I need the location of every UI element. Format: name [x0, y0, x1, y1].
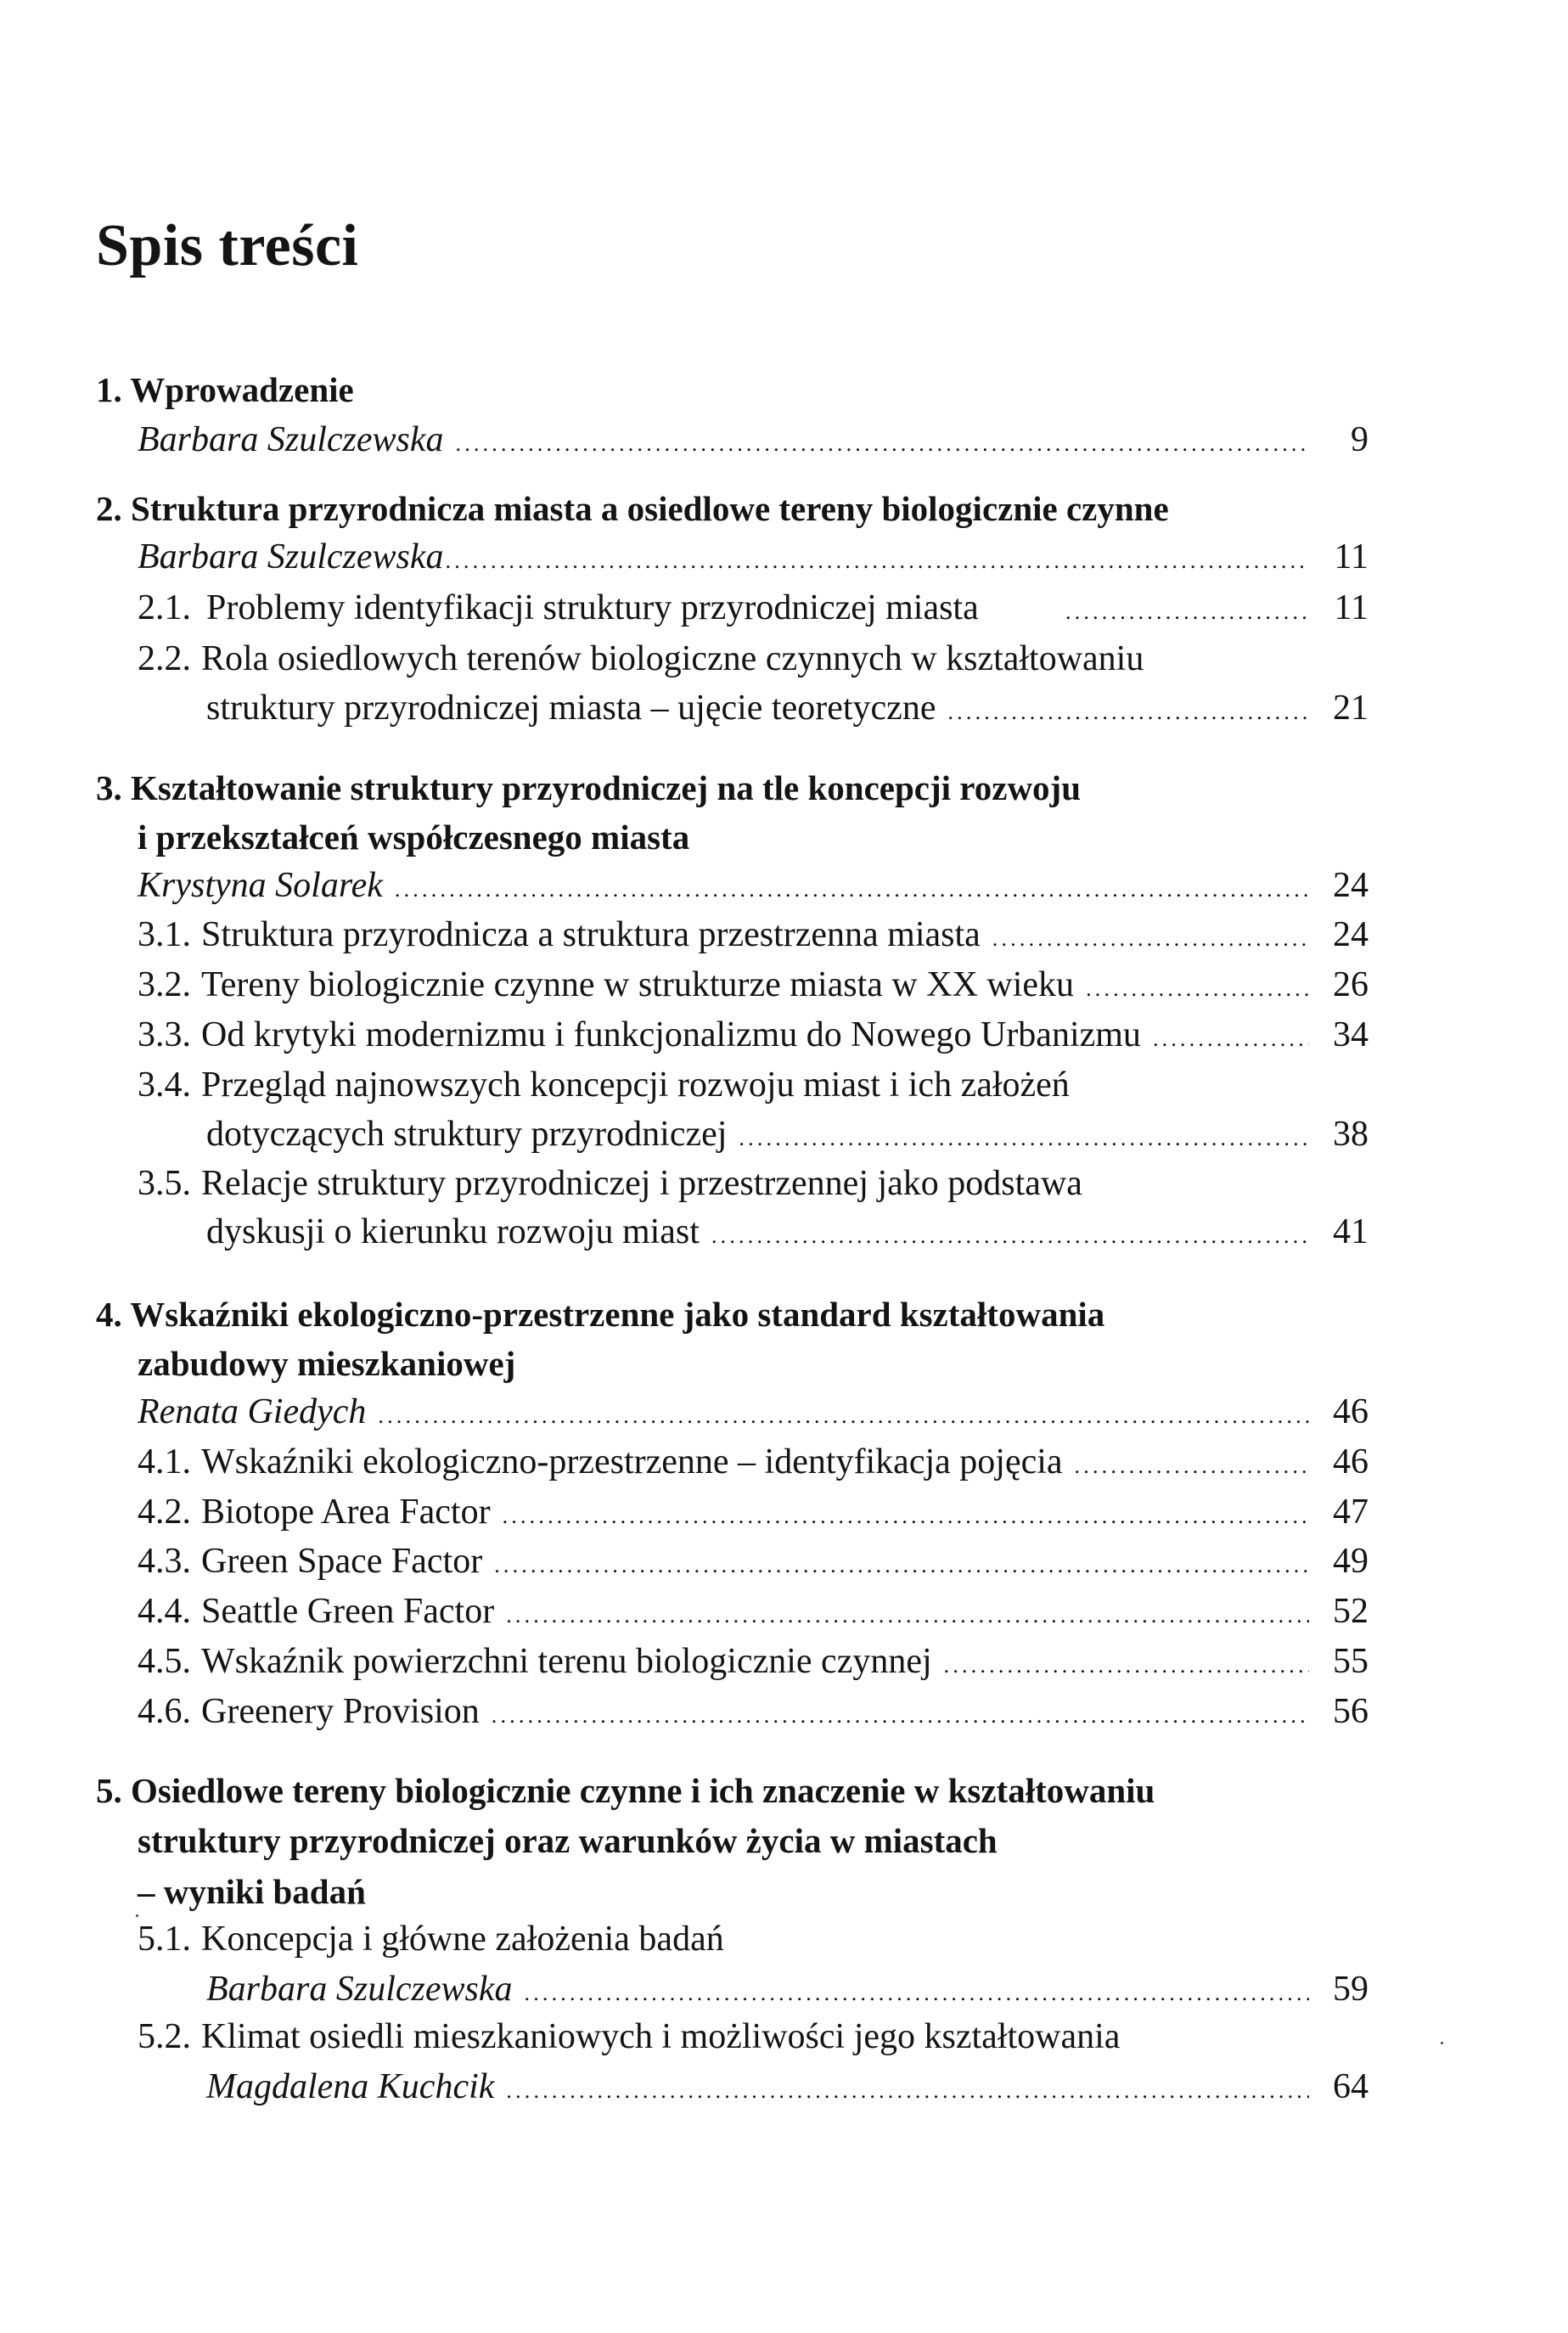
subsection-title-continued: struktury przyrodniczej miasta – ujęcie teoretyczne — [206, 689, 936, 728]
subsection-number: 3.5. — [138, 1164, 191, 1203]
toc-entry-author[interactable] — [138, 1387, 1368, 1437]
page-number: 46 — [1333, 1392, 1368, 1431]
page-number: 11 — [1334, 588, 1368, 627]
toc-entry[interactable] — [138, 1437, 1368, 1487]
page-number: 56 — [1333, 1692, 1368, 1731]
author-name: Barbara Szulczewska — [138, 537, 444, 576]
subsection-title: Problemy identyfikacji struktury przyrodniczej miasta — [206, 588, 979, 627]
page-number: 55 — [1333, 1642, 1368, 1681]
page-number: 47 — [1333, 1493, 1368, 1532]
page-number: 11 — [1334, 537, 1368, 576]
toc-entry[interactable] — [138, 910, 1368, 960]
dot-leader — [525, 1968, 1310, 2018]
section-heading-text: 1. Wprowadzenie — [96, 370, 354, 409]
page-number: 38 — [1333, 1115, 1368, 1154]
dot-leader — [492, 1690, 1309, 1740]
dot-leader — [992, 914, 1309, 964]
section-heading-continued — [138, 1816, 998, 1866]
section-heading-text: i przekształceń współczesnego miasta — [138, 818, 690, 857]
subsection-number: 5.2. — [138, 2017, 191, 2056]
page-number: 59 — [1333, 1970, 1368, 2009]
toc-entry[interactable] — [138, 960, 1368, 1010]
subsection-title: Klimat osiedli mieszkaniowych i możliwości jego kształtowania — [201, 2017, 1121, 2056]
toc-entry[interactable] — [138, 1159, 1082, 1209]
toc-entry[interactable] — [138, 2012, 1120, 2062]
toc-entry[interactable] — [138, 1537, 1368, 1587]
section-heading-text: – wyniki badań — [138, 1872, 366, 1911]
subsection-number: 3.3. — [138, 1015, 191, 1054]
subsection-title: Od krytyki modernizmu i funkcjonalizmu do Nowego Urbanizmu — [201, 1015, 1141, 1054]
subsection-title: Koncepcja i główne założenia badań — [201, 1920, 724, 1959]
dot-leader — [506, 2066, 1309, 2116]
toc-entry[interactable] — [138, 1487, 1368, 1538]
toc-entry-continuation[interactable] — [206, 1110, 1368, 1160]
toc-entry-continuation[interactable] — [206, 1207, 1368, 1257]
section-heading-text: 4. Wskaźniki ekologiczno-przestrzenne jako standard kształtowania — [96, 1295, 1105, 1334]
section-heading-text: 2. Struktura przyrodnicza miasta a osiedlowe tereny biologicznie czynne — [96, 489, 1169, 528]
toc-entry-author[interactable] — [138, 532, 1368, 582]
subsection-number: 3.4. — [138, 1065, 191, 1105]
subsection-title: Seattle Green Factor — [201, 1592, 495, 1631]
page-number: 41 — [1333, 1212, 1368, 1251]
subsection-number: 5.1. — [138, 1920, 191, 1959]
subsection-number: 2.1. — [138, 588, 191, 627]
toc-entry-continuation[interactable] — [206, 683, 1368, 734]
page-number: 24 — [1333, 915, 1368, 954]
subsection-title: Rola osiedlowych terenów biologiczne czynnych w kształtowaniu — [201, 639, 1144, 678]
dot-leader — [1065, 587, 1309, 637]
subsection-number: 3.1. — [138, 915, 191, 954]
page-number: 9 — [1351, 420, 1368, 459]
page-number: 26 — [1333, 965, 1368, 1004]
author-name: Magdalena Kuchcik — [206, 2067, 495, 2106]
subsection-title: Wskaźnik powierzchni terenu biologicznie czynnej — [201, 1642, 932, 1681]
author-name: Barbara Szulczewska — [138, 420, 444, 459]
dot-leader — [378, 1391, 1309, 1441]
toc-entry[interactable] — [138, 1060, 1070, 1110]
subsection-title-continued: dyskusji o kierunku rozwoju miast — [206, 1212, 700, 1251]
subsection-title: Green Space Factor — [201, 1542, 483, 1581]
dot-leader — [947, 687, 1309, 737]
subsection-number: 4.1. — [138, 1442, 191, 1481]
subsection-title: Struktura przyrodnicza a struktura przestrzenna miasta — [201, 915, 981, 954]
dot-leader — [944, 1640, 1309, 1690]
toc-entry-author[interactable] — [138, 861, 1368, 911]
page-number: 64 — [1333, 2067, 1368, 2106]
section-heading — [96, 763, 1081, 813]
subsection-number: 3.2. — [138, 965, 191, 1004]
scan-speck — [1441, 2042, 1443, 2044]
page-number: 24 — [1333, 866, 1368, 905]
section-heading-continued — [138, 1339, 515, 1389]
toc-entry[interactable] — [138, 1687, 1368, 1737]
page-number: 21 — [1333, 689, 1368, 728]
section-heading-continued — [138, 812, 689, 863]
section-heading — [96, 1766, 1155, 1816]
dot-leader — [494, 1540, 1309, 1590]
author-name: Renata Giedych — [138, 1392, 367, 1431]
subsection-number: 4.4. — [138, 1592, 191, 1631]
section-heading — [96, 484, 1169, 534]
dot-leader — [739, 1113, 1309, 1163]
page-title: Spis treści — [96, 213, 359, 278]
subsection-number: 4.5. — [138, 1642, 191, 1681]
toc-entry-author[interactable] — [138, 415, 1368, 465]
subsection-title: Biotope Area Factor — [201, 1493, 491, 1532]
author-name: Krystyna Solarek — [138, 866, 383, 905]
section-heading-continued — [138, 1867, 366, 1917]
page-number: 34 — [1333, 1015, 1368, 1054]
page-number: 52 — [1333, 1592, 1368, 1631]
subsection-number: 2.2. — [138, 639, 191, 678]
page-number: 46 — [1333, 1442, 1368, 1481]
dot-leader — [503, 1491, 1309, 1541]
section-heading — [96, 365, 354, 415]
subsection-number: 4.2. — [138, 1493, 191, 1532]
dot-leader — [711, 1211, 1309, 1261]
subsection-title-continued: dotyczących struktury przyrodniczej — [206, 1115, 728, 1154]
dot-leader — [456, 419, 1310, 469]
toc-entry-author[interactable] — [206, 2062, 1368, 2112]
subsection-title: Greenery Provision — [201, 1692, 480, 1731]
toc-entry[interactable] — [138, 1010, 1368, 1060]
toc-entry[interactable] — [138, 583, 1368, 633]
subsection-title: Wskaźniki ekologiczno-przestrzenne – identyfikacja pojęcia — [201, 1442, 1063, 1481]
dot-leader — [395, 864, 1309, 914]
subsection-number: 4.3. — [138, 1542, 191, 1581]
dot-leader — [1086, 964, 1309, 1014]
dot-leader — [446, 536, 1310, 586]
toc-entry[interactable] — [138, 1637, 1368, 1687]
section-heading-text: 3. Kształtowanie struktury przyrodniczej na tle koncepcji rozwoju — [96, 768, 1082, 807]
toc-entry[interactable] — [138, 1587, 1368, 1637]
section-heading — [96, 1290, 1104, 1340]
toc-entry[interactable] — [138, 634, 1144, 684]
dot-leader — [1075, 1441, 1309, 1491]
subsection-number: 4.6. — [138, 1692, 191, 1731]
subsection-title: Relacje struktury przyrodniczej i przestrzennej jako podstawa — [201, 1164, 1082, 1203]
toc-entry-author[interactable] — [206, 1965, 1368, 2015]
section-heading-text: 5. Osiedlowe tereny biologicznie czynne i ich znaczenie w kształtowaniu — [96, 1771, 1155, 1810]
subsection-title: Przegląd najnowszych koncepcji rozwoju miast i ich założeń — [201, 1065, 1070, 1105]
subsection-title: Tereny biologicznie czynne w strukturze miasta w XX wieku — [201, 965, 1075, 1004]
section-heading-text: struktury przyrodniczej oraz warunków życia w miastach — [138, 1821, 998, 1860]
page-number: 49 — [1333, 1542, 1368, 1581]
toc-entry[interactable] — [138, 1914, 724, 1965]
dot-leader — [506, 1590, 1309, 1640]
section-heading-text: zabudowy mieszkaniowej — [138, 1344, 516, 1383]
author-name: Barbara Szulczewska — [206, 1970, 513, 2009]
scan-speck — [136, 1914, 138, 1917]
dot-leader — [1153, 1014, 1309, 1064]
